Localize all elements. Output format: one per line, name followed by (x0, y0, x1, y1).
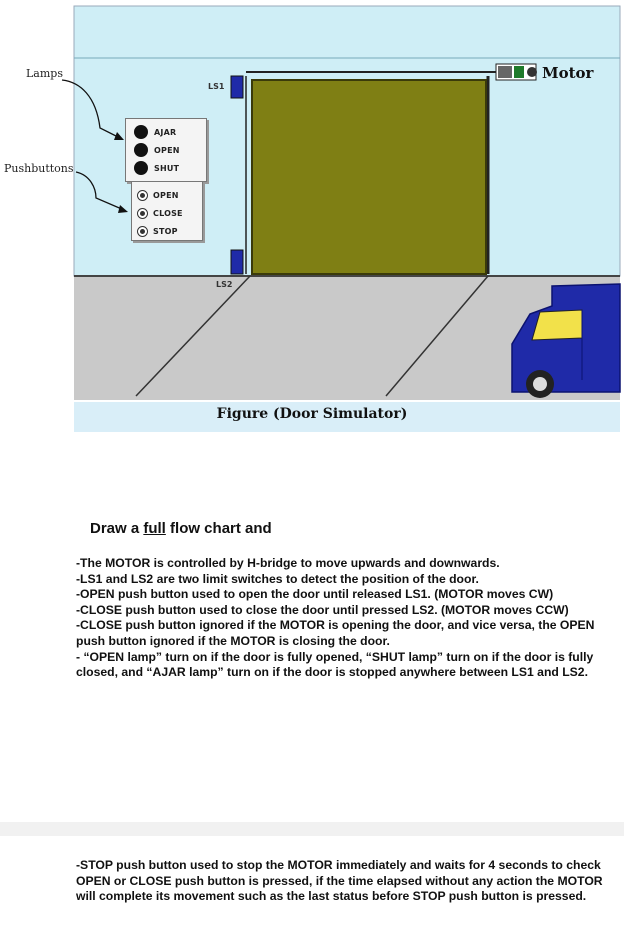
ls1-label: LS1 (208, 82, 225, 91)
lamps-callout: Lamps (26, 67, 63, 80)
ls2-label: LS2 (216, 280, 233, 289)
pushbutton-panel (131, 181, 203, 241)
heading-underlined: full (143, 520, 166, 537)
figure-caption: Figure (Door Simulator) (216, 406, 408, 422)
page-divider (0, 822, 624, 836)
stop-button-indicator[interactable] (137, 226, 148, 237)
door-scene (0, 0, 624, 440)
requirement-item: -CLOSE push button ignored if the MOTOR is opening the door, and vice versa, the OPEN push button ignored if the MOTOR is closing the door. (76, 618, 595, 648)
stop-button-label: STOP (153, 226, 178, 236)
garage-door (252, 80, 486, 274)
lamp-open-indicator (134, 143, 148, 157)
pushbuttons-callout: Pushbuttons (4, 162, 74, 175)
motor-indicator (514, 66, 524, 78)
requirement-item: - “OPEN lamp” turn on if the door is fully opened, “SHUT lamp” turn on if the door is fully closed, and “AJAR lamp” turn on if the door is stopped anywhere between LS1 and LS2. (76, 649, 594, 680)
lamp-shut-label: SHUT (154, 163, 180, 173)
requirement-item: -The MOTOR is controlled by H-bridge to move upwards and downwards. (76, 556, 500, 570)
close-button-label: CLOSE (153, 208, 183, 218)
requirement-item: -CLOSE push button used to close the door until pressed LS2. (MOTOR moves CCW) (76, 602, 569, 617)
stop-button[interactable] (132, 222, 202, 240)
requirement-item: -LS1 and LS2 are two limit switches to detect the position of the door. (76, 571, 479, 586)
motor-body (498, 66, 512, 78)
lamp-shut (126, 159, 206, 177)
requirement-item: -OPEN push button used to open the door until released LS1. (MOTOR moves CW) (76, 587, 554, 602)
truck-hubcap (533, 377, 547, 391)
open-button-indicator[interactable] (137, 190, 148, 201)
lamp-shut-indicator (134, 161, 148, 175)
open-button-label: OPEN (153, 190, 179, 200)
heading-prefix: Draw a (90, 520, 144, 537)
task-heading (90, 520, 272, 537)
lamp-open (126, 141, 206, 159)
lamp-ajar-indicator (134, 125, 148, 139)
motor-wheel (527, 67, 537, 77)
ls1-switch (231, 76, 243, 98)
open-button[interactable] (132, 186, 202, 204)
motor-label: Motor (542, 64, 594, 82)
stop-note (76, 858, 624, 905)
lamp-open-label: OPEN (154, 145, 180, 155)
lamp-panel (125, 118, 207, 182)
stop-note-text: -STOP push button used to stop the MOTOR immediately and waits for 4 seconds to check OPEN or CLOSE push button is pressed, if the time elapsed without any action the MOTOR will complete its movement such as the last status before STOP push button is pressed. (76, 858, 603, 904)
requirements-list (76, 556, 624, 681)
ls2-switch (231, 250, 243, 274)
lamp-ajar-label: AJAR (154, 127, 177, 137)
truck-windshield (532, 310, 582, 340)
close-button-indicator[interactable] (137, 208, 148, 219)
close-button[interactable] (132, 204, 202, 222)
door-simulator-figure (0, 0, 624, 440)
heading-suffix: flow chart and (165, 520, 272, 537)
lamp-ajar (126, 123, 206, 141)
